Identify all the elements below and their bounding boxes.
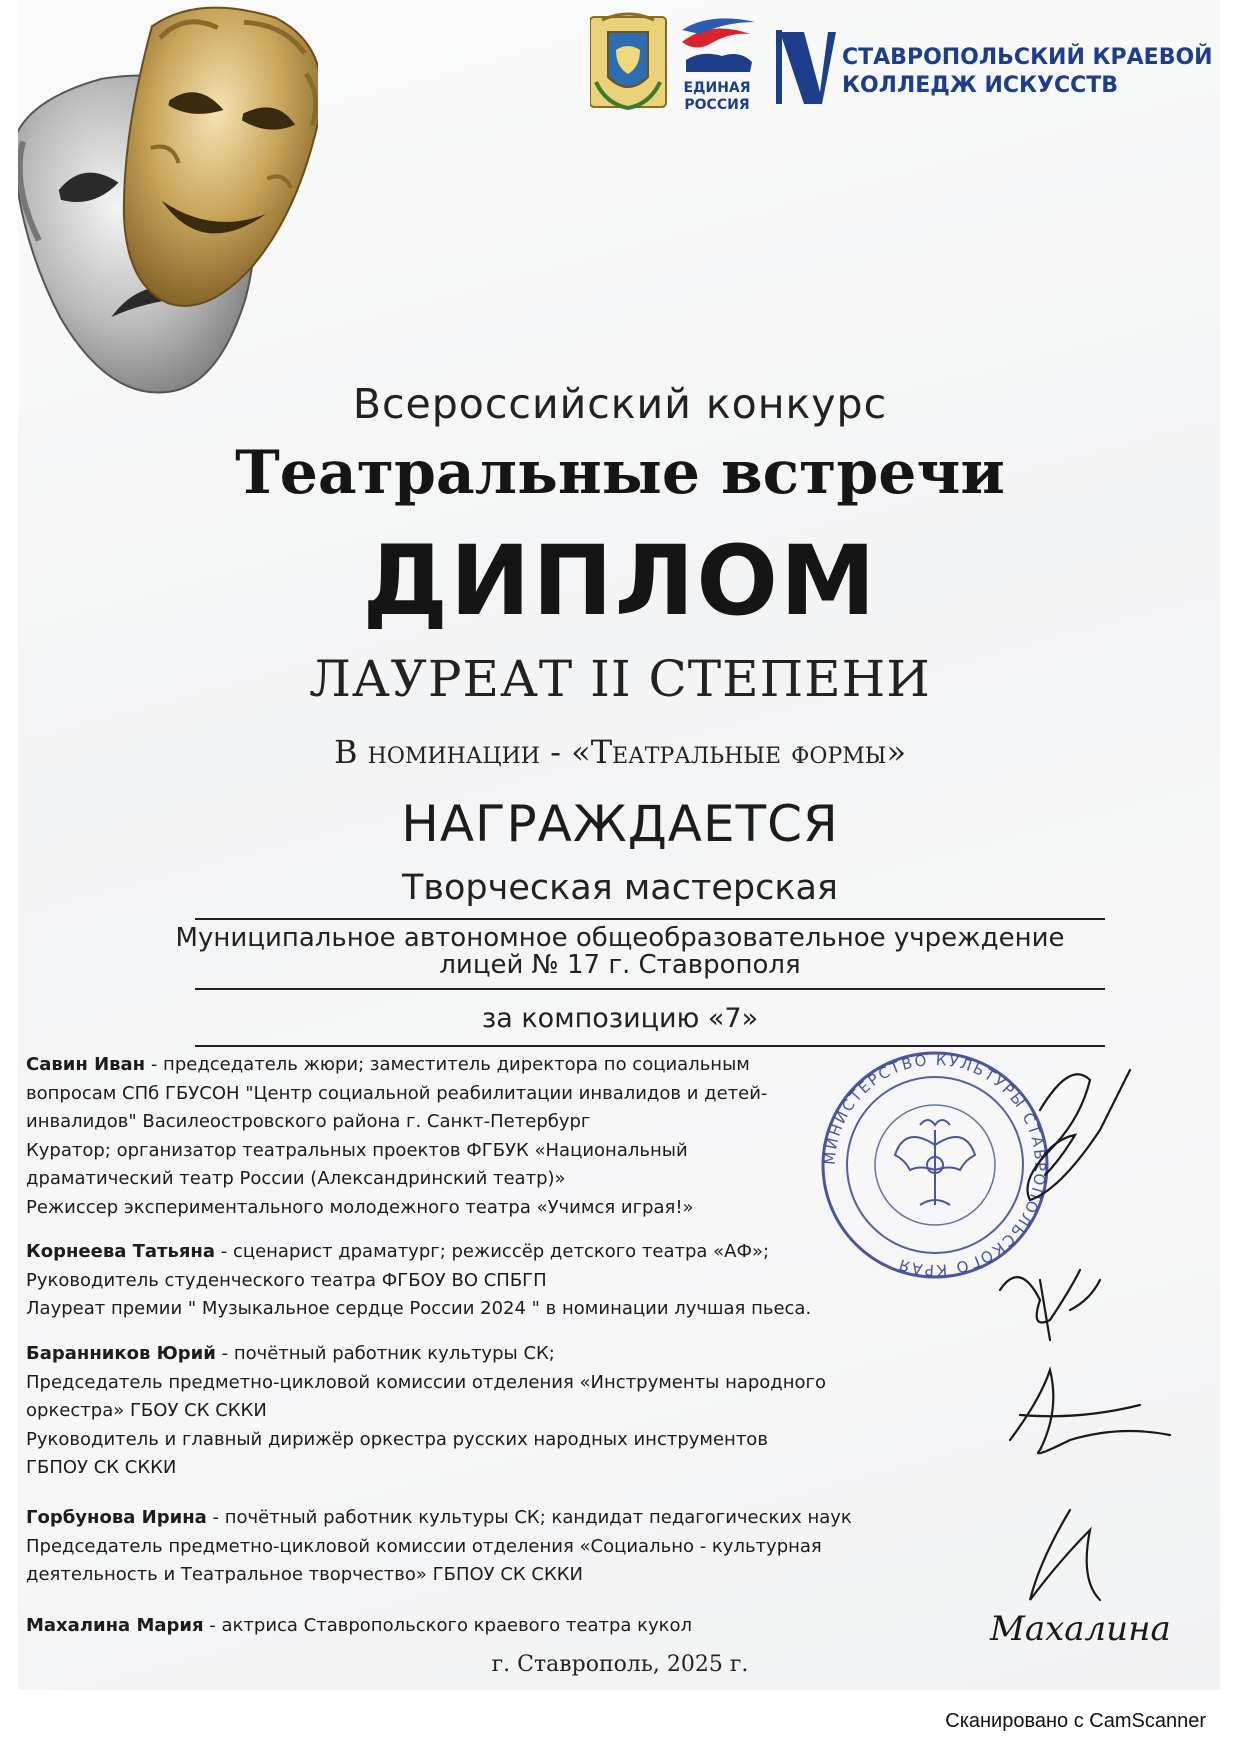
jury-member: Савин Иван - председатель жюри; заместитель директора по социальным вопросам СПб ГБУСОН "Центр социальной реабилитации инвалидов и детей- инвалидов" Василеостровского района г. Санкт-Петербург Куратор; организатор театральных проектов ФГБУК «Национальный драматический театр России (Александринский театр)» Режиссер экспериментального молодежного театра «Учимся играя!» (26, 1054, 768, 1218)
jury-name: Баранников Юрий (26, 1343, 216, 1364)
college-name-line2: КОЛЛЕДЖ ИСКУССТВ (842, 73, 1119, 98)
competition-type: Всероссийский конкурс (352, 380, 888, 428)
recipient: Творческая мастерская (402, 868, 838, 908)
divider (195, 988, 1105, 990)
awarded-heading: НАГРАЖДАЕТСЯ (401, 795, 839, 853)
college-name-line1: СТАВРОПОЛЬСКИЙ КРАЕВОЙ (842, 45, 1213, 70)
institution-line2: лицей № 17 г. Ставрополя (439, 950, 801, 980)
header-logos (590, 12, 1230, 117)
jury-name: Горбунова Ирина (26, 1507, 207, 1528)
jury-member: Баранников Юрий - почётный работник культуры СК; Председатель предметно-цикловой комиссии отделения «Инструменты народного оркестра» ГБОУ СК СККИ Руководитель и главный дирижёр оркестра русских народных инструментов ГБПОУ СК СККИ (26, 1343, 826, 1478)
svg-text:РОССИЯ: РОССИЯ (684, 97, 750, 113)
jury-member: Корнеева Татьяна - сценарист драматург; режиссёр детского театра «АФ»; Руководитель студенческого театра ФГБОУ ВО СПБГП Лауреат премии " Музыкальное сердце России 2024 " в номинации лучшая пьеса. (26, 1241, 812, 1319)
divider (195, 918, 1105, 920)
region-coat-of-arms-icon (590, 14, 666, 108)
signature-2-icon (1000, 1270, 1100, 1340)
award-degree: ЛАУРЕАТ II СТЕПЕНИ (309, 650, 931, 708)
scanner-watermark: Сканировано с CamScanner (945, 1710, 1206, 1732)
composition: за композицию «7» (481, 1003, 759, 1034)
jury-signatures (980, 1040, 1220, 1660)
jury-member: Горбунова Ирина - почётный работник культуры СК; кандидат педагогических наук Председатель предметно-цикловой комиссии отделения «Социально - культурная деятельность и Театральное творчество» ГБПОУ СК СККИ (26, 1507, 852, 1585)
jury-name: Корнеева Татьяна (26, 1241, 215, 1262)
competition-name: Театральные встречи (235, 438, 1005, 508)
svg-text:МИНИСТЕРСТВО КУЛЬТУРЫ СТАВРОПО: МИНИСТЕРСТВО КУЛЬТУРЫ СТАВРОПОЛЬСКОГО КРАЯ (820, 1050, 1050, 1280)
jury-member: Махалина Мария - актриса Ставропольского краевого театра кукол (26, 1615, 693, 1636)
place-date: г. Ставрополь, 2025 г. (491, 1652, 749, 1677)
jury-name: Махалина Мария (26, 1615, 204, 1636)
party-logo-icon (682, 18, 755, 113)
signature-4-icon (1030, 1510, 1100, 1600)
nomination: В номинации - «Театральные формы» (333, 733, 907, 771)
signature-5: Махалина (990, 1609, 1171, 1649)
diploma-title: ДИПЛОМ (362, 525, 878, 637)
logos-graphic (590, 12, 1230, 117)
svg-text:ЕДИНАЯ: ЕДИНАЯ (683, 80, 751, 96)
theatre-masks-icon (18, 0, 318, 420)
college-emblem-icon (776, 30, 836, 104)
signature-1-icon (1028, 1070, 1131, 1200)
institution-line1: Муниципальное автономное общеобразовательное учреждение (175, 923, 1065, 953)
signature-3-icon (1010, 1370, 1170, 1453)
jury-name: Савин Иван (26, 1054, 146, 1075)
